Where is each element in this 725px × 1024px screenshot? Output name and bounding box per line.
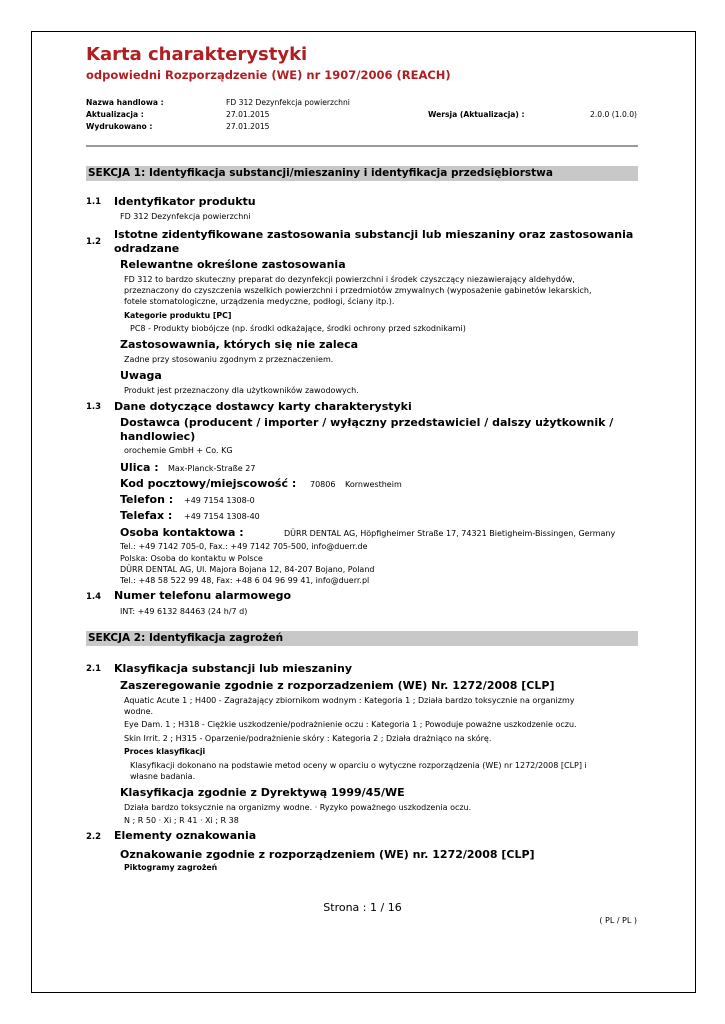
printed-label: Wydrukowano : (86, 122, 153, 131)
s14-title: Numer telefonu alarmowego (114, 589, 292, 602)
directive-title: Klasyfikacja zgodnie z Dyrektywą 1999/45/WE (120, 786, 405, 799)
label-title: Oznakowanie zgodnie z rozporządzeniem (WE) nr. 1272/2008 [CLP] (120, 848, 535, 861)
not-advised-title: Zastosowawnia, których się nie zaleca (120, 338, 359, 351)
directive-line-2: N ; R 50 · Xi ; R 41 · Xi ; R 38 (124, 816, 239, 825)
version-label: Wersja (Aktualizacja) : (428, 110, 525, 119)
contact-label: Osoba kontaktowa : (120, 526, 244, 539)
street-label: Ulica : (120, 461, 159, 474)
header-rule (86, 145, 638, 147)
supplier-title-line1: Dostawca (producent / importer / wyłączny przedstawiciel / dalszy użytkownik / (120, 416, 614, 429)
version-value: 2.0.0 (1.0.0) (590, 110, 637, 119)
s14-text: INT: +49 6132 84463 (24 h/7 d) (120, 607, 248, 616)
s22-number: 2.2 (86, 832, 102, 842)
supplier-title-line2: handlowiec) (120, 430, 196, 443)
language-code: ( PL / PL ) (599, 916, 637, 925)
s21-title: Klasyfikacja substancji lub mieszaniny (114, 662, 353, 675)
pictograms-title: Piktogramy zagrożeń (124, 863, 218, 872)
s14-number: 1.4 (86, 592, 102, 602)
postal-label: Kod pocztowy/miejscowość : (120, 477, 297, 490)
phone-value: +49 7154 1308-0 (184, 496, 255, 505)
s13-number: 1.3 (86, 402, 102, 412)
s22-title: Elementy oznakowania (114, 829, 257, 842)
s12-title-line1: Istotne zidentyfikowane zastosowania substancji lub mieszaniny oraz zastosowania (114, 228, 634, 241)
s12-number: 1.2 (86, 237, 102, 247)
contact-line-5: Tel.: +48 58 522 99 48, Fax: +48 6 04 96 99 41, info@duerr.pl (120, 576, 370, 585)
contact-value: DÜRR DENTAL AG, Höpfigheimer Straße 17, 74321 Bietigheim-Bissingen, Germany (284, 529, 616, 538)
uses-text-3: fotele stomatologiczne, urządzenia medyczne, podłogi, ściany itp.). (124, 297, 395, 306)
section-2-header: SEKCJA 2: Identyfikacja zagrożeń (86, 631, 638, 646)
update-label: Aktualizacja : (86, 110, 144, 119)
postal-code: 70806 (310, 480, 336, 489)
not-advised-text: Zadne przy stosowaniu zgodnym z przeznaczeniem. (124, 355, 334, 364)
contact-line-3: Polska: Osoba do kontaktu w Polsce (120, 554, 263, 563)
s11-title: Identyfikator produktu (114, 195, 256, 208)
trade-name-value: FD 312 Dezynfekcja powierzchni (226, 98, 350, 107)
uses-text-1: FD 312 to bardzo skuteczny preparat do dezynfekcji powierzchni i środek czyszczący niezawierający aldehydów, (124, 275, 575, 284)
procedure-line-1: Klasyfikacji dokonano na podstawie metod oceny w oparciu o wytyczne rozporządzenia (WE) nr 1272/2008 [CLP] i (130, 761, 587, 770)
fax-label: Telefax : (120, 509, 173, 522)
s12-title-line2: odradzane (114, 242, 180, 255)
clp-line-1b: wodne. (124, 707, 154, 716)
document-title: Karta charakterystyki (86, 44, 308, 65)
fax-value: +49 7154 1308-40 (184, 512, 260, 521)
procedure-title: Proces klasyfikacji (124, 747, 206, 756)
uses-title: Relewantne określone zastosowania (120, 258, 346, 271)
clp-line-1a: Aquatic Acute 1 ; H400 - Zagrażający zbiornikom wodnym : Kategoria 1 ; Działa bardzo toksycznie na organizmy (124, 696, 575, 705)
pc-title: Kategorie produktu [PC] (124, 311, 232, 320)
note-title: Uwaga (120, 369, 162, 382)
document-subtitle: odpowiedni Rozporządzenie (WE) nr 1907/2006 (REACH) (86, 68, 451, 82)
update-value: 27.01.2015 (226, 110, 270, 119)
supplier-name: orochemie GmbH + Co. KG (124, 446, 233, 455)
contact-line-2: Tel.: +49 7142 705-0, Fax.: +49 7142 705-500, info@duerr.de (120, 542, 368, 551)
s13-title: Dane dotyczące dostawcy karty charakterystyki (114, 400, 412, 413)
section-1-header: SEKCJA 1: Identyfikacja substancji/mieszaniny i identyfikacja przedsiębiorstwa (86, 166, 638, 181)
s11-text: FD 312 Dezynfekcja powierzchni (120, 212, 251, 221)
phone-label: Telefon : (120, 493, 174, 506)
uses-text-2: przeznaczony do czyszczenia wszelkich powierzchni i przedmiotów zmywalnych (wyposażenie gabinetów lekarskich, (124, 286, 592, 295)
page-number: Strona : 1 / 16 (323, 901, 402, 914)
printed-value: 27.01.2015 (226, 122, 270, 131)
contact-line-4: DÜRR DENTAL AG, Ul. Majora Bojana 12, 84-207 Bojano, Poland (120, 565, 375, 574)
trade-name-label: Nazwa handlowa : (86, 98, 164, 107)
clp-title: Zaszeregowanie zgodnie z rozporzadzeniem (WE) Nr. 1272/2008 [CLP] (120, 679, 555, 692)
note-text: Produkt jest przeznaczony dla użytkowników zawodowych. (124, 386, 359, 395)
procedure-line-2: własne badania. (130, 772, 196, 781)
clp-line-3: Skin Irrit. 2 ; H315 - Oparzenie/podrażnienie skóry : Kategoria 2 ; Działa drażniąco na skórę. (124, 734, 492, 743)
s11-number: 1.1 (86, 197, 102, 207)
street-value: Max-Planck-Straße 27 (168, 464, 256, 473)
s21-number: 2.1 (86, 664, 102, 674)
pc-text: PC8 - Produkty biobójcze (np. środki odkażające, środki ochrony przed szkodnikami) (130, 324, 466, 333)
clp-line-2: Eye Dam. 1 ; H318 - Ciężkie uszkodzenie/podrażnienie oczu : Kategoria 1 ; Powoduje poważne uszkodzenie oczu. (124, 720, 577, 729)
directive-line-1: Działa bardzo toksycznie na organizmy wodne. · Ryzyko poważnego uszkodzenia oczu. (124, 803, 472, 812)
city: Kornwestheim (345, 480, 402, 489)
